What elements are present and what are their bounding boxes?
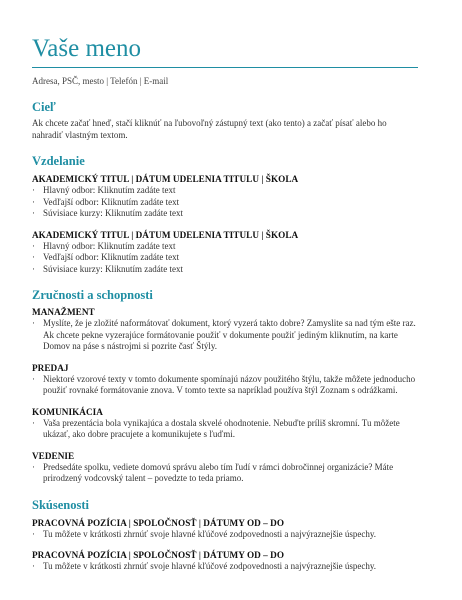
list-item-text: Súvisiace kurzy: Kliknutím zadáte text — [43, 263, 183, 274]
objective-text[interactable]: Ak chcete začať hneď, stačí kliknúť na ľubovoľný zástupný text (ako tento) a začať písať alebo ho nahradiť vlastným textom. — [32, 118, 387, 140]
bullet-icon: · — [32, 240, 35, 251]
list-item[interactable] — [32, 252, 418, 264]
bullet-icon: · — [32, 461, 35, 472]
bullet-list — [32, 462, 418, 485]
entry-heading[interactable]: KOMUNIKÁCIA — [32, 406, 103, 417]
list-item[interactable] — [32, 462, 418, 485]
list-item[interactable] — [32, 561, 418, 573]
contact-line[interactable]: Adresa, PSČ, mesto | Telefón | E-mail — [32, 76, 169, 86]
bullet-list — [32, 418, 418, 441]
bullet-list — [32, 561, 418, 573]
bullet-icon: · — [32, 318, 35, 328]
bullet-icon: · — [32, 185, 35, 195]
list-item-text: Vedľajší odbor: Kliknutím zadáte text — [43, 252, 180, 262]
experience-section — [32, 498, 418, 573]
list-item[interactable] — [32, 318, 418, 353]
list-item-text: Hlavný odbor: Kliknutím zadáte text — [43, 240, 176, 251]
bullet-list — [32, 241, 418, 276]
bullet-icon: · — [32, 252, 35, 262]
bullet-icon: · — [32, 561, 35, 571]
list-item[interactable] — [32, 208, 418, 220]
entry-heading[interactable]: AKADEMICKÝ TITUL | DÁTUM UDELENIA TITULU | ŠKOLA — [32, 229, 299, 240]
list-item[interactable] — [32, 264, 418, 276]
skills-groups — [32, 306, 418, 485]
entry-heading[interactable]: MANAŽMENT — [32, 307, 95, 317]
bullet-list — [32, 185, 418, 220]
name-divider — [32, 67, 418, 68]
list-item[interactable] — [32, 185, 418, 197]
bullet-list — [32, 374, 418, 397]
entry-block — [32, 306, 418, 353]
entry-block — [32, 406, 418, 441]
entry-block — [32, 229, 418, 276]
entry-block — [32, 549, 418, 573]
entry-heading[interactable]: PRACOVNÁ POZÍCIA | SPOLOČNOSŤ | DÁTUMY OD – DO — [32, 550, 285, 560]
list-item-text: Myslíte, že je zložité naformátovať dokument, ktorý vyzerá takto dobre? Zamyslite sa nad tým ešte raz. Ak chcete pekne vyzerajúce formátovanie použiť v dokumente použiť jediným kliknutím, na karte Domov na páse s nástrojmi si pozrite časť Štýly. — [43, 318, 416, 351]
education-section — [32, 154, 418, 275]
entry-heading[interactable]: VEDENIE — [32, 450, 75, 461]
list-item-text: Súvisiace kurzy: Kliknutím zadáte text — [43, 208, 183, 218]
list-item-text: Tu môžete v krátkosti zhrnúť svoje hlavné kľúčové zodpovednosti a najvýraznejšie úspechy. — [43, 528, 376, 539]
list-item[interactable] — [32, 418, 418, 441]
entry-block — [32, 362, 418, 397]
entry-heading[interactable]: AKADEMICKÝ TITUL | DÁTUM UDELENIA TITULU | ŠKOLA — [32, 174, 299, 184]
entry-block — [32, 517, 418, 541]
bullet-icon: · — [32, 373, 35, 384]
list-item-text: Vedľajší odbor: Kliknutím zadáte text — [43, 196, 180, 207]
list-item[interactable] — [32, 374, 418, 397]
experience-entries — [32, 517, 418, 573]
list-item[interactable] — [32, 529, 418, 541]
skills-title: Zručnosti a schopnosti — [32, 288, 153, 302]
experience-title: Skúsenosti — [32, 497, 89, 512]
entry-block — [32, 173, 418, 220]
bullet-icon: · — [32, 208, 35, 218]
list-item-text: Predsedáte spolku, vediete domovú správu alebo tím ľudí v rámci dobročinnej organizácie? Máte prirodzený vodcovský talent – povedzte to teda priamo. — [43, 461, 394, 483]
entry-heading[interactable]: PRACOVNÁ POZÍCIA | SPOLOČNOSŤ | DÁTUMY OD – DO — [32, 517, 285, 528]
resume-name[interactable]: Vaše meno — [32, 35, 141, 62]
education-entries — [32, 173, 418, 275]
bullet-icon: · — [32, 263, 35, 274]
education-title: Vzdelanie — [32, 154, 85, 168]
resume-page — [32, 34, 418, 573]
list-item-text: Vaša prezentácia bola vynikajúca a dostala skvelé ohodnotenie. Nebuďte príliš skromní. Tu môžete ukázať, ako dobre pracujete a komunikujete s ľuďmi. — [43, 417, 400, 439]
list-item[interactable] — [32, 241, 418, 253]
list-item-text: Tu môžete v krátkosti zhrnúť svoje hlavné kľúčové zodpovednosti a najvýraznejšie úspechy. — [43, 561, 376, 571]
objective-section — [32, 100, 418, 141]
bullet-list — [32, 318, 418, 353]
entry-block — [32, 450, 418, 485]
skills-section — [32, 288, 418, 485]
bullet-icon: · — [32, 196, 35, 207]
bullet-icon: · — [32, 417, 35, 428]
list-item[interactable] — [32, 197, 418, 209]
entry-heading[interactable]: PREDAJ — [32, 362, 69, 373]
bullet-icon: · — [32, 528, 35, 539]
list-item-text: Hlavný odbor: Kliknutím zadáte text — [43, 185, 176, 195]
bullet-list — [32, 529, 418, 541]
list-item-text: Niektoré vzorové texty v tomto dokumente spomínajú názov použitého štýlu, takže môžete jednoducho použiť rovnaké formátovanie znova. V tomto texte sa napríklad používa štýl Zoznam s odrážkami. — [43, 373, 416, 395]
objective-title: Cieľ — [32, 100, 56, 114]
